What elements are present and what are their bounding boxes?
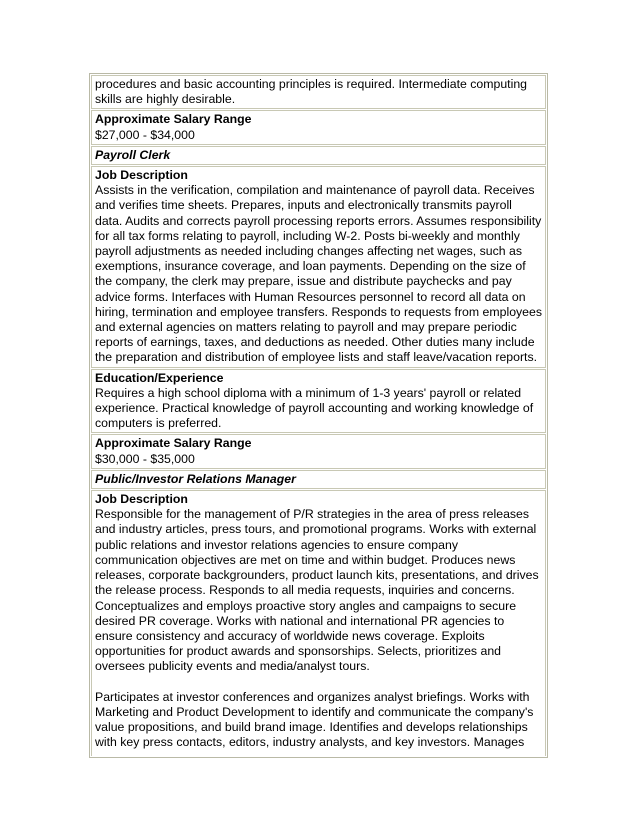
pr-manager-description-cell <box>91 490 546 756</box>
salary-range-heading: Approximate Salary Range <box>95 436 252 451</box>
salary-range-heading: Approximate Salary Range <box>95 112 252 127</box>
payroll-clerk-title: Payroll Clerk <box>95 147 171 162</box>
education-experience-text: Requires a high school diploma with a minimum of 1-3 years' payroll or related experience. Practical knowledge of payroll accounting and working knowledge of computers is preferred. <box>95 385 534 431</box>
salary-range-value: $30,000 - $35,000 <box>95 451 195 466</box>
accounting-requirements-cell <box>91 75 546 109</box>
payroll-clerk-description-cell <box>91 166 546 368</box>
payroll-clerk-salary-cell <box>91 434 546 468</box>
salary-range-value: $27,000 - $34,000 <box>95 127 195 142</box>
requirements-text: procedures and basic accounting principles is required. Intermediate computing skills are highly desirable. <box>95 77 528 107</box>
job-description-text: Assists in the verification, compilation and maintenance of payroll data. Receives and verifies time sheets. Prepares, inputs and electronically transmits payroll data. Audits and corrects payroll processing reports errors. Assumes responsibility for all tax forms relating to payroll, including W-2. Posts bi-weekly and monthly payroll adjustments as needed including changes affecting net wages, such as exemptions, insurance coverage, and loan payments. Depending on the size of the company, the clerk may prepare, issue and distribute paychecks and pay advice forms. Interfaces with Human Resources personnel to record all data on hiring, termination and employee transfers. Responds to requests from employees and external agencies on matters relating to payroll and may prepare periodic reports of earnings, taxes, and deductions as needed. Other duties many include the preparation and distribution of employee lists and staff leave/vacation reports. <box>95 183 543 365</box>
education-experience-heading: Education/Experience <box>95 370 224 385</box>
pr-manager-title-cell <box>91 470 546 489</box>
pr-manager-title: Public/Investor Relations Manager <box>95 471 296 486</box>
salary-range-cell <box>91 110 546 144</box>
payroll-clerk-education-cell <box>91 369 546 434</box>
payroll-clerk-title-cell <box>91 146 546 165</box>
job-descriptions-table <box>89 73 548 758</box>
job-description-heading: Job Description <box>95 168 188 183</box>
job-description-paragraph-2: Participates at investor conferences and organizes analyst briefings. Works with Marketing and Product Development to identify and communicate the company's value propositions, and build brand image. Identifies and develops relationships with key press contacts, editors, industry analysts, and key investors. Manages <box>95 689 534 750</box>
job-description-heading: Job Description <box>95 492 188 507</box>
job-description-paragraph-1: Responsible for the management of P/R strategies in the area of press releases and industry articles, press tours, and promotional programs. Works with external public relations and investor relations agencies to ensure company communication objectives are met on time and within budget. Produces news releases, corporate backgrounders, product launch kits, presentations, and drives the release process. Responds to all media requests, inquiries and concerns. Conceptualizes and employs proactive story angles and campaigns to secure desired PR coverage. Works with national and international PR agencies to ensure consistency and accuracy of worldwide news coverage. Exploits opportunities for product awards and sponsorships. Selects, prioritizes and oversees publicity events and media/analyst tours. <box>95 507 539 674</box>
